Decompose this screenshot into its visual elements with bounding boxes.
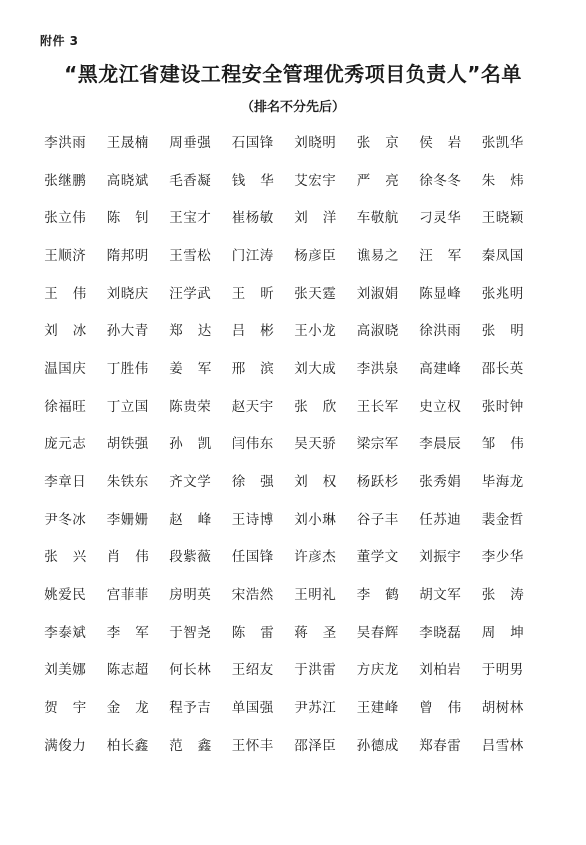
person-name: 范鑫 — [169, 737, 227, 754]
person-name: 王顺济 — [44, 247, 87, 264]
person-name: 门江涛 — [231, 247, 274, 264]
person-name: 郑春雷 — [419, 737, 462, 754]
person-name: 徐洪雨 — [419, 323, 462, 340]
person-name: 张兴 — [44, 549, 102, 566]
person-name: 高淑晓 — [356, 323, 399, 340]
person-name: 崔杨敏 — [231, 210, 274, 227]
person-name: 陈钊 — [106, 210, 164, 227]
person-name: 任国锋 — [231, 549, 274, 566]
person-name: 陈显峰 — [419, 285, 462, 302]
person-name: 陈贵荣 — [169, 398, 212, 415]
person-name: 秦凤国 — [481, 247, 524, 264]
person-name: 齐文学 — [169, 474, 212, 491]
person-name: 张继鹏 — [44, 172, 87, 189]
person-name: 蒋圣 — [294, 624, 352, 641]
person-name: 张欣 — [294, 398, 352, 415]
person-name: 李晨辰 — [419, 436, 462, 453]
person-name: 李泰斌 — [44, 624, 87, 641]
person-name: 陈志超 — [106, 662, 149, 679]
person-name: 许彦杰 — [294, 549, 337, 566]
person-name: 宋浩然 — [231, 587, 274, 604]
person-name: 孙德成 — [356, 737, 399, 754]
person-name: 吕雪林 — [481, 737, 524, 754]
person-name: 钱华 — [231, 172, 289, 189]
person-name: 段紫薇 — [169, 549, 212, 566]
person-name: 金龙 — [106, 700, 164, 717]
page-number-fragment — [0, 832, 586, 845]
person-name: 王小龙 — [294, 323, 337, 340]
person-name: 刘小琳 — [294, 511, 337, 528]
person-name: 何长林 — [169, 662, 212, 679]
person-name: 贺宇 — [44, 700, 102, 717]
person-name: 邹伟 — [481, 436, 539, 453]
person-name: 王怀丰 — [231, 737, 274, 754]
person-name: 艾宏宇 — [294, 172, 337, 189]
attachment-label: 附件 3 — [40, 34, 79, 48]
person-name: 侯岩 — [419, 134, 477, 151]
person-name: 车敬航 — [356, 210, 399, 227]
person-name: 曾伟 — [419, 700, 477, 717]
person-name: 梁宗军 — [356, 436, 399, 453]
person-name: 李鹤 — [356, 587, 414, 604]
person-name: 单国强 — [231, 700, 274, 717]
person-name: 毕海龙 — [481, 474, 524, 491]
person-name: 张天霆 — [294, 285, 337, 302]
person-name: 温国庆 — [44, 360, 87, 377]
person-name: 刘淑娟 — [356, 285, 399, 302]
person-name: 张时钟 — [481, 398, 524, 415]
person-name: 隋邦明 — [106, 247, 149, 264]
person-name: 王晓颖 — [481, 210, 524, 227]
person-name: 孙凯 — [169, 436, 227, 453]
person-name: 徐福旺 — [44, 398, 87, 415]
person-name: 于智尧 — [169, 624, 212, 641]
person-name: 王雪松 — [169, 247, 212, 264]
person-name: 丁胜伟 — [106, 360, 149, 377]
person-name: 李洪泉 — [356, 360, 399, 377]
person-name: 李晓磊 — [419, 624, 462, 641]
person-name: 吴春辉 — [356, 624, 399, 641]
person-name: 张凯华 — [481, 134, 524, 151]
person-name: 谷子丰 — [356, 511, 399, 528]
person-name: 王绍友 — [231, 662, 274, 679]
person-name: 王建峰 — [356, 700, 399, 717]
person-name: 刘洋 — [294, 210, 352, 227]
person-name: 张京 — [356, 134, 414, 151]
person-name: 孙大青 — [106, 323, 149, 340]
person-name: 姜军 — [169, 360, 227, 377]
person-name: 谯易之 — [356, 247, 399, 264]
person-name: 方庆龙 — [356, 662, 399, 679]
person-name: 史立权 — [419, 398, 462, 415]
person-name: 裴金哲 — [481, 511, 524, 528]
person-name: 张秀娟 — [419, 474, 462, 491]
person-name: 王诗博 — [231, 511, 274, 528]
person-name: 王宝才 — [169, 210, 212, 227]
person-name: 丁立国 — [106, 398, 149, 415]
person-name: 张兆明 — [481, 285, 524, 302]
person-name: 宫菲菲 — [106, 587, 149, 604]
person-name: 汪军 — [419, 247, 477, 264]
person-name: 高建峰 — [419, 360, 462, 377]
person-name: 胡文军 — [419, 587, 462, 604]
person-name: 赵峰 — [169, 511, 227, 528]
person-name: 于洪雷 — [294, 662, 337, 679]
person-name: 尹冬冰 — [44, 511, 87, 528]
person-name: 徐冬冬 — [419, 172, 462, 189]
person-name: 尹苏江 — [294, 700, 337, 717]
person-name: 杨彦臣 — [294, 247, 337, 264]
person-name: 李军 — [106, 624, 164, 641]
person-name: 张明 — [481, 323, 539, 340]
person-name: 刘权 — [294, 474, 352, 491]
person-name: 王长军 — [356, 398, 399, 415]
person-name: 王晟楠 — [106, 134, 149, 151]
person-name: 周坤 — [481, 624, 539, 641]
person-name: 于明男 — [481, 662, 524, 679]
person-name: 周垂强 — [169, 134, 212, 151]
person-name: 李少华 — [481, 549, 524, 566]
person-name: 张涛 — [481, 587, 539, 604]
person-name: 汪学武 — [169, 285, 212, 302]
person-name: 徐强 — [231, 474, 289, 491]
person-name: 张立伟 — [44, 210, 87, 227]
person-name: 房明英 — [169, 587, 212, 604]
person-name: 杨跃杉 — [356, 474, 399, 491]
person-name: 石国锋 — [231, 134, 274, 151]
person-name: 肖伟 — [106, 549, 164, 566]
person-name: 毛香凝 — [169, 172, 212, 189]
document-title: “黑龙江省建设工程安全管理优秀项目负责人”名单 — [64, 62, 522, 86]
person-name: 朱炜 — [481, 172, 539, 189]
person-name: 柏长鑫 — [106, 737, 149, 754]
person-name: 李洪雨 — [44, 134, 87, 151]
person-name: 刘振宇 — [419, 549, 462, 566]
person-name: 邢滨 — [231, 360, 289, 377]
person-name: 朱铁东 — [106, 474, 149, 491]
person-name: 程予吉 — [169, 700, 212, 717]
person-name: 庞元志 — [44, 436, 87, 453]
person-name: 严亮 — [356, 172, 414, 189]
person-name: 刘美娜 — [44, 662, 87, 679]
person-name: 刘大成 — [294, 360, 337, 377]
person-name: 王明礼 — [294, 587, 337, 604]
person-name: 闫伟东 — [231, 436, 274, 453]
person-name: 胡铁强 — [106, 436, 149, 453]
person-name: 李章日 — [44, 474, 87, 491]
person-name: 胡树林 — [481, 700, 524, 717]
person-name: 刘冰 — [44, 323, 102, 340]
person-name: 高晓斌 — [106, 172, 149, 189]
person-name: 陈雷 — [231, 624, 289, 641]
person-name: 任苏迪 — [419, 511, 462, 528]
person-name: 姚爱民 — [44, 587, 87, 604]
names-table — [34, 122, 560, 763]
person-name: 赵天宇 — [231, 398, 274, 415]
person-name: 王伟 — [44, 285, 102, 302]
person-name: 李姗姗 — [106, 511, 149, 528]
person-name: 满俊力 — [44, 737, 87, 754]
person-name: 邵长英 — [481, 360, 524, 377]
person-name: 刘晓庆 — [106, 285, 149, 302]
person-name: 刘柏岩 — [419, 662, 462, 679]
person-name: 吴天骄 — [294, 436, 337, 453]
document-subtitle: （排名不分先后） — [240, 100, 345, 115]
person-name: 刘晓明 — [294, 134, 337, 151]
person-name: 吕彬 — [231, 323, 289, 340]
person-name: 邵泽臣 — [294, 737, 337, 754]
person-name: 王昕 — [231, 285, 289, 302]
person-name: 郑达 — [169, 323, 227, 340]
person-name: 刁灵华 — [419, 210, 462, 227]
person-name: 董学文 — [356, 549, 399, 566]
